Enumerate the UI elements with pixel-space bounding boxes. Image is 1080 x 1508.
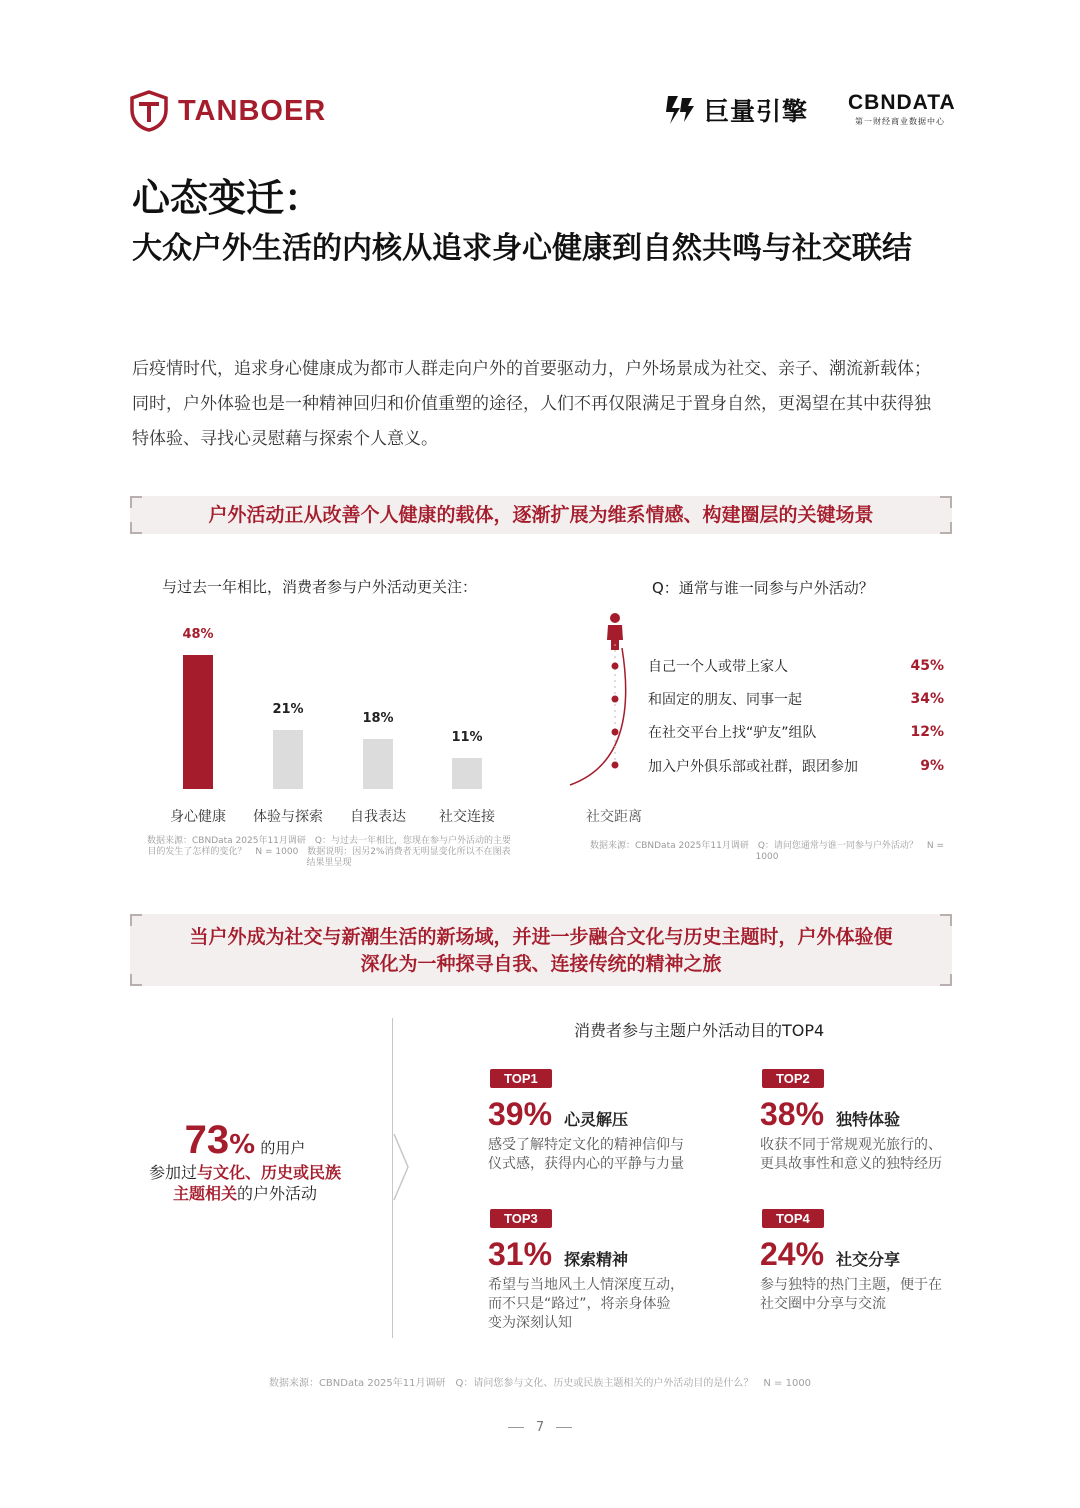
top4-badge: TOP4 — [762, 1209, 824, 1228]
companion-pct-2: 34% — [910, 691, 944, 707]
top2-label: 独特体验 — [836, 1110, 901, 1129]
stat-number: 73 — [184, 1118, 230, 1162]
chevron-right-icon — [392, 1132, 412, 1202]
top1-badge: TOP1 — [490, 1069, 552, 1088]
top2-card — [760, 1068, 990, 1174]
companion-question: Q：通常与谁一同参与户外活动？ — [652, 579, 874, 597]
stat-line-3: 主题相关的户外活动 — [172, 1184, 318, 1203]
bar-category-label-2: 体验与探索 — [253, 809, 323, 825]
title-line-1: 心态变迁： — [132, 176, 323, 220]
bar-value-label-4: 11% — [451, 730, 483, 746]
juliang-mark-icon — [662, 92, 698, 128]
top3-desc: 希望与当地风土人情深度互动， 而不只是“路过”，将亲身体验 变为深刻认知 — [488, 1277, 684, 1331]
bar-value-label-2: 21% — [272, 702, 304, 718]
top1-desc: 感受了解特定文化的精神信仰与 仪式感，获得内心的平静与力量 — [488, 1137, 684, 1172]
companion-source-note: 数据来源：CBNData 2025年11月调研 Q：请问您通常与谁一同参与户外活动？ N = 1000 — [589, 841, 945, 862]
juliang-wordmark: 巨量引擎 — [704, 97, 809, 126]
cbndata-logo — [848, 91, 956, 127]
page-number: 7 — [0, 1420, 1080, 1435]
top3-pct: 31% — [488, 1236, 553, 1272]
page-title — [132, 174, 932, 270]
bottom-source-note: 数据来源：CBNData 2025年11月调研 Q：请问您参与文化、历史或民族主题相关的户外活动目的是什么？ N = 1000 — [268, 1378, 812, 1389]
bar-category-label-3: 自我表达 — [350, 809, 406, 825]
bar-value-label-1: 48% — [182, 627, 214, 642]
top1-pct: 39% — [488, 1096, 553, 1132]
bar-3 — [363, 739, 393, 789]
companion-row-2: 和固定的朋友、同事一起 — [648, 692, 802, 708]
top4-title: 消费者参与主题户外活动目的TOP4 — [574, 1021, 825, 1040]
social-distance-label: 社交距离 — [586, 809, 642, 825]
bar-category-label-4: 社交连接 — [439, 809, 495, 825]
top3-card — [488, 1208, 718, 1333]
tanboer-logo — [128, 90, 326, 132]
page-header — [0, 82, 1080, 142]
bar-value-label-3: 18% — [362, 710, 394, 726]
stat-unit: % — [229, 1130, 256, 1160]
bar-category-label-1: 身心健康 — [170, 809, 226, 825]
top1-card — [488, 1068, 718, 1174]
companion-pct-4: 9% — [920, 758, 944, 774]
companion-pct-1: 45% — [910, 658, 944, 674]
tanboer-shield-icon — [128, 90, 170, 132]
top2-desc: 收获不同于常规观光旅行的、 更具故事性和意义的独特经历 — [760, 1137, 942, 1172]
chart-title: 与过去一年相比，消费者参与户外活动更关注： — [162, 578, 478, 596]
top4-pct: 24% — [760, 1236, 825, 1272]
top1-label: 心灵解压 — [564, 1110, 629, 1129]
top3-badge: TOP3 — [490, 1209, 552, 1228]
companion-row-4: 加入户外俱乐部或社群，跟团参加 — [648, 759, 858, 775]
chart-source-note: 数据来源：CBNData 2025年11月调研 Q：与过去一年相比，您现在参与户外活动的主要目的发生了怎样的变化？ N = 1000 数据说明：因另2%消费者无明显变化所以不在图表结果里呈现 — [147, 836, 511, 868]
section-banner-2 — [130, 914, 952, 986]
companion-row-3: 在社交平台上找“驴友”组队 — [648, 725, 817, 741]
juliang-logo — [662, 92, 808, 128]
title-line-2: 大众户外生活的内核从追求身心健康到自然共鸣与社交联结 — [132, 231, 912, 266]
section-banner-1 — [130, 496, 952, 534]
tanboer-wordmark: TANBOER — [178, 94, 327, 127]
intro-paragraph: 后疫情时代，追求身心健康成为都市人群走向户外的首要驱动力，户外场景成为社交、亲子、潮流新载体；同时，户外体验也是一种精神回归和价值重塑的途径，人们不再仅限满足于置身自然，更渴望在其中获得独特体验、寻找心灵慰藉与探索个人意义。 — [132, 359, 931, 449]
bar-2 — [273, 730, 303, 789]
stat-tail: 的用户 — [260, 1139, 306, 1157]
stat-73-block — [130, 1118, 360, 1204]
bar-4 — [452, 758, 482, 789]
bar-1 — [183, 655, 213, 789]
top4-label: 社交分享 — [836, 1250, 901, 1269]
companion-row-1: 自己一个人或带上家人 — [648, 659, 788, 675]
banner-1-text: 户外活动正从改善个人健康的载体，逐渐扩展为维系情感、构建圈层的关键场景 — [208, 504, 874, 526]
top2-pct: 38% — [760, 1096, 825, 1132]
top2-badge: TOP2 — [762, 1069, 824, 1088]
banner-2-line-1: 当户外成为社交与新潮生活的新场域，并进一步融合文化与历史主题时，户外体验便 — [189, 926, 893, 948]
top3-label: 探索精神 — [564, 1250, 629, 1269]
stat-line-2: 参加过与文化、历史或民族 — [148, 1163, 342, 1182]
cbndata-subtitle: 第一财经商业数据中心 — [855, 117, 945, 126]
cbndata-wordmark: CBNDATA — [848, 91, 956, 114]
top4-desc: 参与独特的热门主题，便于在 社交圈中分享与交流 — [760, 1277, 942, 1312]
top4-card — [760, 1208, 990, 1314]
banner-2-line-2: 深化为一种探寻自我、连接传统的精神之旅 — [360, 953, 722, 975]
companion-pct-3: 12% — [910, 724, 944, 740]
banner-2-text — [130, 924, 952, 978]
